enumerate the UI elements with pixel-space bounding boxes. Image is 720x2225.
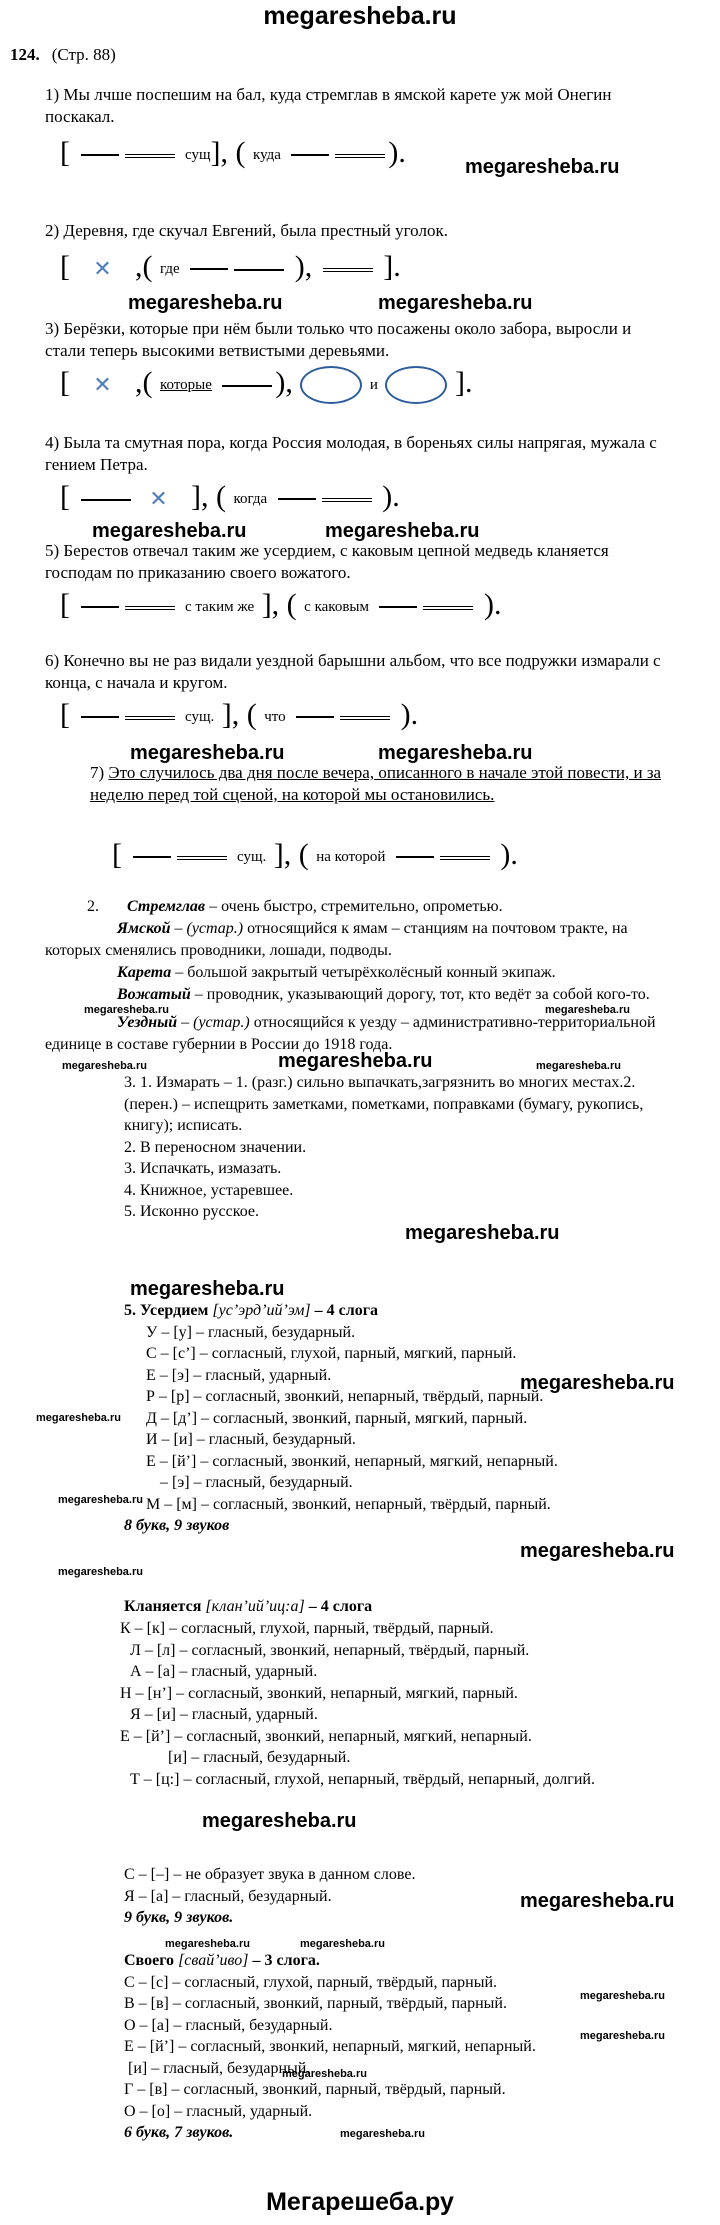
watermark: megaresheba.ru [202, 1810, 357, 1832]
scheme-6: [ сущ. ], ( что ). [60, 698, 419, 731]
watermark: megaresheba.ru [36, 1412, 121, 1424]
watermark: megaresheba.ru [465, 156, 620, 178]
scheme-7: [ сущ. ], ( на которой ). [112, 838, 518, 871]
watermark: megaresheba.ru [520, 1890, 675, 1912]
scheme-1: [ сущ], ( куда ). [60, 136, 406, 169]
phonetic-klanyaetsya-tail: С – [–] – не образует звука в данном слове. Я – [а] – гласный, безударный. 9 букв, 9 звуков. [124, 1866, 416, 1926]
page-ref: (Стр. 88) [51, 45, 116, 64]
watermark: megaresheba.ru [130, 742, 285, 764]
watermark: megaresheba.ru [58, 1566, 143, 1578]
scheme-2: [ ✕ ,( где ), ]. [60, 250, 401, 283]
sentence-2: 2) Деревня, где скучал Евгений, была престный уголок. [45, 221, 448, 240]
watermark: megaresheba.ru [58, 1494, 143, 1506]
watermark: megaresheba.ru [536, 1060, 621, 1072]
watermark: megaresheba.ru [62, 1060, 147, 1072]
watermark: megaresheba.ru [580, 2030, 665, 2042]
site-header[interactable]: megaresheba.ru [263, 2, 457, 30]
watermark: megaresheba.ru [128, 292, 283, 314]
exercise-heading [10, 44, 116, 66]
part-2: 2. Стремглав – очень быстро, стремительно, опрометью. Ямской – (устар.) относящийся к ямам – станциям на почтовом тракте, на которых сменялись проводники, лошади, подводы. Карета – большой закрытый четырёхколёсный конный экипаж. Вожатый – проводник, указывающий дорогу, тот, кто ведёт за собой кого-то. Уездный – (устар.) относящийся к уезду – административно-территориальной единице в составе губернии в России до 1918 года. [45, 898, 656, 1053]
watermark: megaresheba.ru [165, 1938, 250, 1950]
watermark: megaresheba.ru [92, 520, 247, 542]
watermark: megaresheba.ru [520, 1372, 675, 1394]
watermark: megaresheba.ru [378, 292, 533, 314]
watermark: megaresheba.ru [405, 1222, 560, 1244]
watermark: megaresheba.ru [278, 1050, 433, 1072]
phonetic-svoego: Своего [свай’иво] – 3 слога. С – [с] – согласный, глухой, парный, твёрдый, парный. В – [в] – согласный, звонкий, парный, твёрдый, парный. О – [а] – гласный, безударный. Е – [й’] – согласный, звонкий, непарный, мягкий, непарный. [и] – гласный, безударный. Г – [в] – согласный, звонкий, парный, твёрдый, парный. О – [о] – гласный, ударный. 6 букв, 7 звуков. [124, 1952, 536, 2141]
sentence-3: 3) Берёзки, которые при нём были только что посажены около забора, выросли и стали теперь высокими ветвистыми деревьями. [45, 319, 632, 360]
sentence-4: 4) Была та смутная пора, когда Россия молодая, в бореньях силы напрягая, мужала с гением Петра. [45, 433, 657, 474]
phonetic-usardiem: 5. Усердием [ус’эрд’ий’эм] – 4 слога У – [у] – гласный, безударный. С – [с’] – согласный, глухой, парный, мягкий, парный. Е – [э] – гласный, ударный. Р – [р] – согласный, звонкий, непарный, твёрдый, парный. Д – [д’] – согласный, звонкий, парный, мягкий, парный. И – [и] – гласный, безударный. Е – [й’] – согласный, звонкий, непарный, мягкий, непарный. – [э] – гласный, безударный. М – [м] – согласный, звонкий, непарный, твёрдый, парный. 8 букв, 9 звуков [124, 1302, 558, 1534]
sentence-6: 6) Конечно вы не раз видали уездной барышни альбом, что все подружки измарали с конца, с начала и кругом. [45, 651, 661, 692]
watermark: megaresheba.ru [84, 1004, 169, 1016]
scheme-4: [ ✕ ], ( когда ). [60, 480, 400, 513]
site-footer[interactable]: Мегарешеба.ру [266, 2188, 454, 2216]
part-3: 3. 1. Измарать – 1. (разг.) сильно выпачкать,загрязнить во многих местах.2. (перен.) – испещрить заметками, пометками, поправками (бумагу, рукопись, книгу); исписать. 2. В переносном значении. 3. Испачкать, измазать. 4. Книжное, устаревшее. 5. Исконно русское. [124, 1074, 644, 1220]
watermark: megaresheba.ru [340, 2128, 425, 2140]
scheme-3: [ ✕ ,( которые ), и ]. [60, 364, 472, 404]
exercise-number: 124. [10, 45, 40, 64]
watermark: megaresheba.ru [378, 742, 533, 764]
phonetic-klanyaetsya-rows: К – [к] – согласный, глухой, парный, твёрдый, парный. Л – [л] – согласный, звонкий, непарный, твёрдый, парный. А – [а] – гласный, ударный. Н – [н’] – согласный, звонкий, непарный, мягкий, парный. Я – [и] – гласный, ударный. Е – [й’] – согласный, звонкий, непарный, мягкий, непарный. [и] – гласный, безударный. Т – [ц:] – согласный, глухой, непарный, твёрдый, непарный, долгий. [120, 1620, 595, 1788]
sentence-1: 1) Мы лчше поспешим на бал, куда стремглав в ямской карете уж мой Онегин поскакал. [45, 85, 612, 126]
watermark: megaresheba.ru [325, 520, 480, 542]
sentence-5: 5) Берестов отвечал таким же усердием, с каковым цепной медведь кланяется господам по приказанию своего вожатого. [45, 541, 609, 582]
watermark: megaresheba.ru [545, 1004, 630, 1016]
watermark: megaresheba.ru [300, 1938, 385, 1950]
watermark: megaresheba.ru [130, 1278, 285, 1300]
watermark: megaresheba.ru [520, 1540, 675, 1562]
phonetic-klanyaetsya: Кланяется [клан’ий’иц:а] – 4 слога [124, 1598, 373, 1615]
watermark: megaresheba.ru [580, 1990, 665, 2002]
sentence-7: 7) Это случилось два дня после вечера, описанного в начале этой повести, и за неделю перед той сценой, на которой мы остановились. [90, 763, 662, 804]
scheme-5: [ с таким же ], ( с каковым ). [60, 588, 502, 621]
watermark: megaresheba.ru [282, 2068, 367, 2080]
